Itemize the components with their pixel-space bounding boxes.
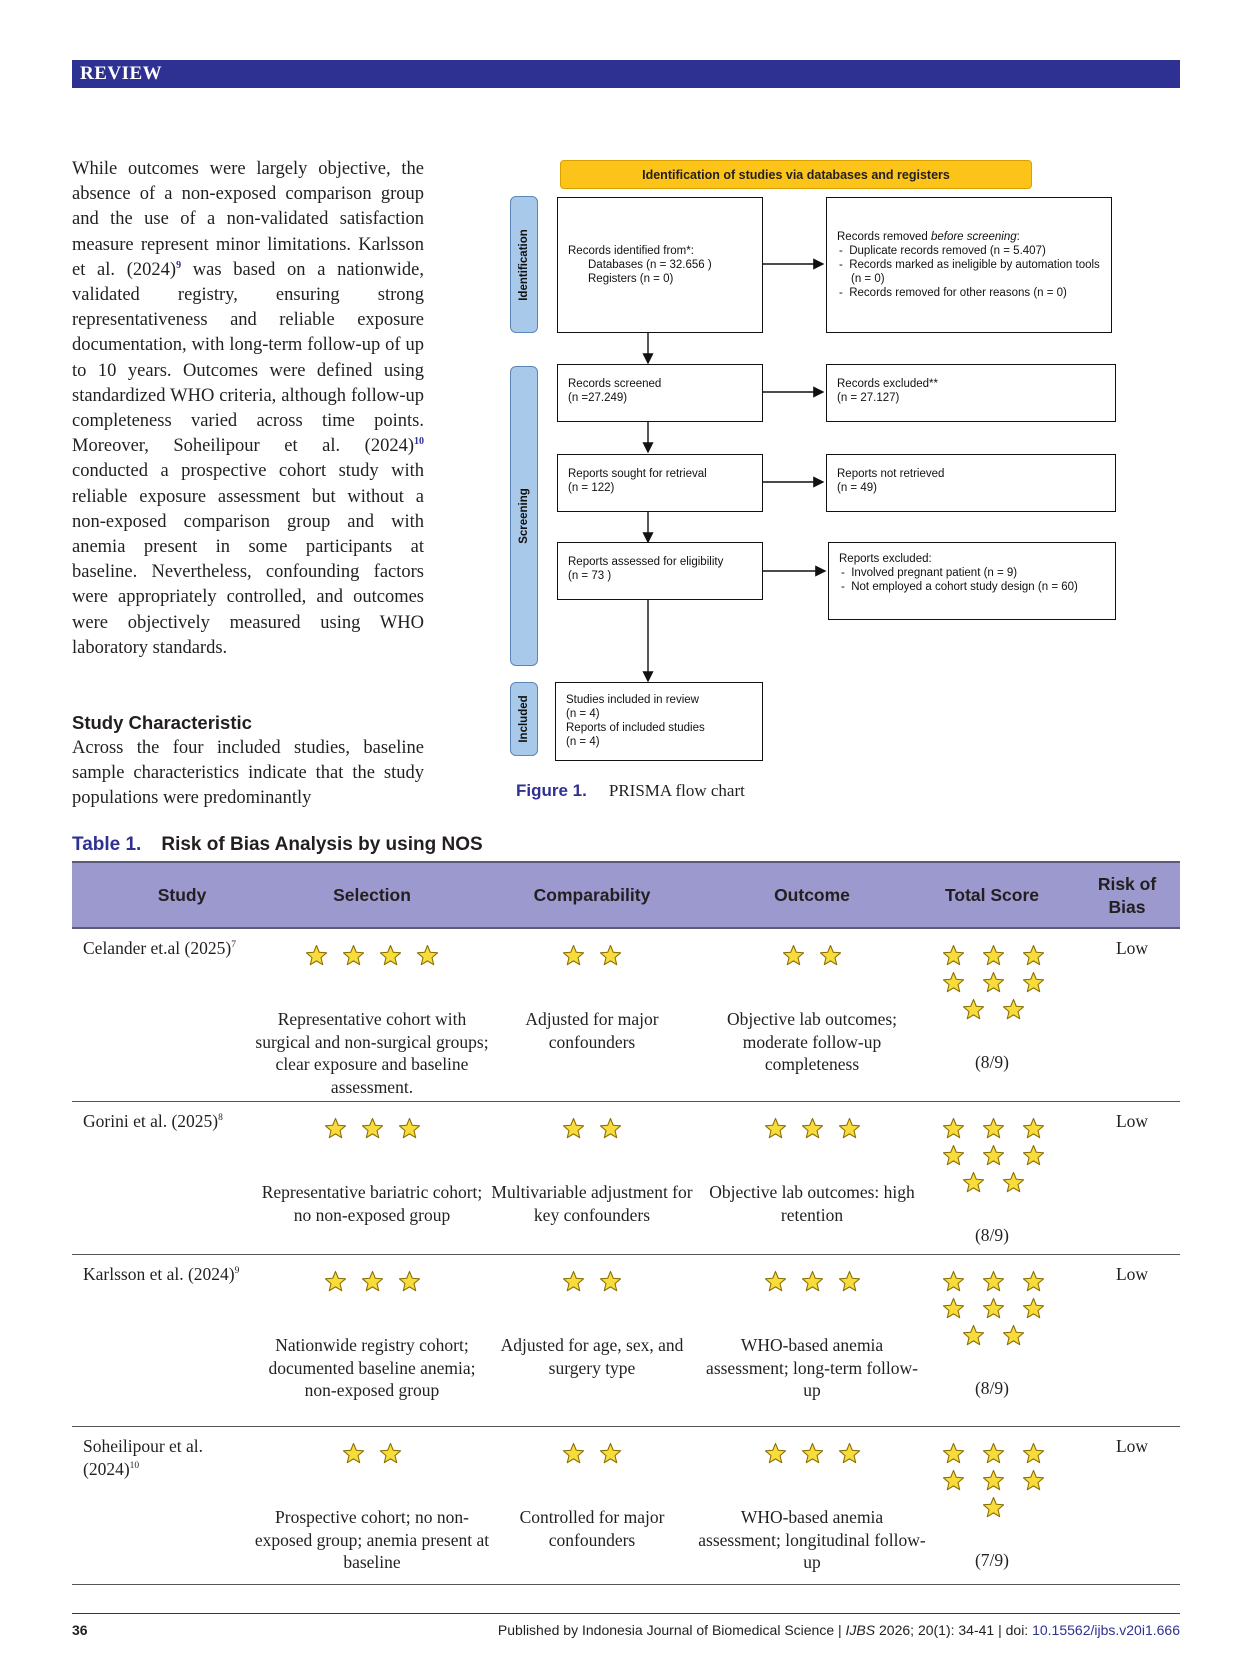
box-text: (n = 27.127) [837, 392, 900, 404]
phase-label: Included [518, 695, 530, 743]
box-studies-included [555, 682, 763, 761]
study-cell [83, 1435, 243, 1480]
section-heading: Study Characteristic [72, 712, 252, 733]
star-icon [379, 944, 402, 967]
paragraph-text: While outcomes were largely objective, the absence of a non-exposed comparison group and the use of a non-validated satisfaction measure represent minor limitations. Karlsson et al. (2024) [72, 159, 424, 280]
star-icon [1022, 1469, 1045, 1492]
box-text: Reports not retrieved [837, 468, 945, 480]
selection-stars [272, 1442, 472, 1465]
star-icon [599, 1117, 622, 1140]
publication-line [498, 1622, 1180, 1638]
box-records-screened [557, 364, 763, 422]
star-icon [1022, 1117, 1045, 1140]
phase-label: Identification [518, 228, 530, 301]
selection-stars [272, 1117, 472, 1140]
comparability-stars [492, 944, 692, 967]
citation-ref[interactable]: 9 [234, 1266, 240, 1276]
citation-text: 2026; 20(1): 34-41 | doi: [875, 1622, 1033, 1638]
box-reports-assessed [557, 542, 763, 600]
star-icon [801, 1270, 824, 1293]
star-icon [962, 1324, 985, 1347]
star-icon [942, 1297, 965, 1320]
star-icon [982, 971, 1005, 994]
outcome-description: Objective lab outcomes; moderate follow-up completeness [726, 1009, 898, 1074]
journal-name: IJBS [845, 1622, 876, 1638]
outcome-description: WHO-based anemia assessment; long-term follow-up [706, 1335, 918, 1400]
total-score-stars [931, 1442, 1055, 1519]
star-icon [982, 1496, 1005, 1519]
outcome-stars [712, 1270, 912, 1293]
table-caption [72, 834, 483, 856]
box-text: Records identified from*: [568, 245, 694, 257]
star-icon [942, 971, 965, 994]
citation-ref[interactable]: 8 [218, 1113, 223, 1123]
table-row [72, 1427, 1180, 1585]
risk-of-bias: Low [1115, 1264, 1149, 1284]
star-icon [324, 1117, 347, 1140]
header-total-score: Total Score [944, 885, 1039, 905]
header-outcome: Outcome [774, 885, 850, 905]
selection-stars [272, 944, 472, 967]
star-icon [942, 1270, 965, 1293]
star-icon [962, 998, 985, 1021]
box-text: (n = 122) [568, 482, 615, 494]
phase-label: Screening [518, 488, 530, 544]
star-icon [764, 1442, 787, 1465]
header-risk-of-bias: Risk of Bias [1097, 874, 1157, 917]
star-icon [305, 944, 328, 967]
figure-label: Figure 1. [516, 781, 587, 800]
paragraph-text: was based on a nationwide, validated registry, ensuring strong representativeness and reliable exposure documentation, with long-term follow-up of up to 10 years. Outcomes were defined using standardized WHO criteria, although follow-up completeness varied across time points. Moreover, Soheilipour et al. (2024) [72, 259, 424, 457]
citation-ref[interactable]: 10 [129, 1460, 140, 1471]
box-text: Records removed for other reasons (n = 0) [849, 287, 1067, 299]
star-icon [1022, 1270, 1045, 1293]
star-icon [562, 1270, 585, 1293]
figure-caption-text: PRISMA flow chart [608, 781, 745, 800]
box-text: Not employed a cohort study design (n = 60) [851, 581, 1078, 593]
star-icon [942, 1117, 965, 1140]
table-label: Table 1. [72, 834, 142, 855]
star-icon [982, 1117, 1005, 1140]
total-score: (8/9) [974, 1378, 1010, 1398]
publisher-text: Published by Indonesia Journal of Biomedical Science | [497, 1622, 846, 1638]
star-icon [982, 944, 1005, 967]
star-icon [1022, 944, 1045, 967]
star-icon [416, 944, 439, 967]
star-icon [562, 1442, 585, 1465]
star-icon [942, 1442, 965, 1465]
section-label: REVIEW [80, 63, 163, 84]
box-records-excluded [826, 364, 1116, 422]
outcome-description: Objective lab outcomes: high retention [709, 1182, 915, 1225]
table-row [72, 1255, 1180, 1427]
risk-of-bias: Low [1115, 938, 1149, 958]
box-text: Studies included in review [566, 694, 699, 706]
selection-description: Nationwide registry cohort; documented baseline anemia; non-exposed group [268, 1335, 476, 1400]
star-icon [1002, 998, 1025, 1021]
box-text: (n = 4) [566, 736, 600, 748]
box-text: Reports excluded: [839, 553, 932, 565]
total-score-stars [931, 1117, 1055, 1194]
box-text: : [1016, 231, 1020, 243]
comparability-stars [492, 1270, 692, 1293]
total-score: (7/9) [974, 1550, 1010, 1570]
total-score-stars [931, 944, 1055, 1021]
outcome-stars [712, 1117, 912, 1140]
outcome-description: WHO-based anemia assessment; longitudinal follow-up [698, 1507, 926, 1572]
outcome-stars [712, 944, 912, 967]
star-icon [962, 1171, 985, 1194]
selection-description: Representative cohort with surgical and non-surgical groups; clear exposure and baseline assessment. [255, 1009, 489, 1097]
page-number: 36 [72, 1622, 88, 1638]
star-icon [1002, 1171, 1025, 1194]
star-icon [398, 1117, 421, 1140]
star-icon [982, 1297, 1005, 1320]
box-text: Registers (n = 0) [588, 273, 674, 285]
selection-description: Representative bariatric cohort; no non-exposed group [261, 1182, 483, 1225]
citation-ref[interactable]: 10 [414, 436, 424, 448]
outcome-stars [712, 1442, 912, 1465]
comparability-stars [492, 1117, 692, 1140]
star-icon [361, 1117, 384, 1140]
star-icon [1002, 1324, 1025, 1347]
star-icon [398, 1270, 421, 1293]
star-icon [1022, 971, 1045, 994]
study-cell [83, 937, 243, 960]
star-icon [942, 1144, 965, 1167]
total-score: (8/9) [974, 1052, 1010, 1072]
box-text: (n =27.249) [568, 392, 628, 404]
star-icon [801, 1117, 824, 1140]
box-reports-sought [557, 454, 763, 512]
star-icon [838, 1117, 861, 1140]
star-icon [342, 944, 365, 967]
comparability-description: Controlled for major confounders [519, 1507, 665, 1550]
box-text: Records removed [837, 231, 931, 243]
study-name: Soheilipour et al. (2024) [83, 1436, 204, 1479]
total-score: (8/9) [974, 1225, 1010, 1245]
comparability-description: Multivariable adjustment for key confounders [491, 1182, 693, 1225]
star-icon [361, 1270, 384, 1293]
star-icon [1022, 1144, 1045, 1167]
footer-rule [72, 1613, 1180, 1614]
table-title: Risk of Bias Analysis by using NOS [161, 834, 483, 855]
table-row [72, 1102, 1180, 1255]
body-paragraph-2: Across the four included studies, baseline sample characteristics indicate that the study populations were predominantly [72, 738, 424, 809]
box-text: Reports sought for retrieval [568, 468, 707, 480]
star-icon [838, 1442, 861, 1465]
comparability-description: Adjusted for age, sex, and surgery type [500, 1335, 684, 1378]
star-icon [379, 1442, 402, 1465]
box-text: Records screened [568, 378, 662, 390]
study-name: Celander et.al (2025) [83, 938, 232, 958]
star-icon [599, 944, 622, 967]
figure-caption [516, 781, 745, 801]
star-icon [562, 1117, 585, 1140]
box-text: Reports of included studies [566, 722, 705, 734]
header-comparability: Comparability [533, 885, 651, 905]
box-records-removed: Records removed before screening: - Duplicate records removed (n = 5.407) - Records marked as ineligible by automation tools (n = 0) - Records removed for other reasons (n = 0) [826, 197, 1112, 333]
box-text: Records excluded** [837, 378, 939, 390]
star-icon [764, 1270, 787, 1293]
star-icon [1022, 1297, 1045, 1320]
study-cell [83, 1263, 243, 1286]
flow-banner: Identification of studies via databases and registers [560, 160, 1032, 189]
selection-stars [272, 1270, 472, 1293]
selection-description: Prospective cohort; no non-exposed group; anemia present at baseline [254, 1507, 490, 1572]
box-text: Reports assessed for eligibility [568, 556, 724, 568]
star-icon [819, 944, 842, 967]
star-icon [782, 944, 805, 967]
study-name: Karlsson et al. (2024) [83, 1264, 235, 1284]
box-text: (n = 73 ) [568, 570, 612, 582]
box-text: (n = 49) [837, 482, 877, 494]
star-icon [838, 1270, 861, 1293]
box-reports-excluded: Reports excluded: - Involved pregnant patient (n = 9) - Not employed a cohort study design (n = 60) [828, 542, 1116, 620]
star-icon [342, 1442, 365, 1465]
total-score-stars [931, 1270, 1055, 1347]
box-text: Databases (n = 32.656 ) [588, 259, 712, 271]
star-icon [982, 1442, 1005, 1465]
study-cell [83, 1110, 243, 1133]
risk-of-bias: Low [1115, 1436, 1149, 1456]
box-records-identified [557, 197, 763, 333]
star-icon [982, 1144, 1005, 1167]
star-icon [982, 1270, 1005, 1293]
star-icon [599, 1442, 622, 1465]
study-name: Gorini et al. (2025) [83, 1111, 219, 1131]
star-icon [562, 944, 585, 967]
box-text: (n = 4) [566, 708, 600, 720]
box-text: Involved pregnant patient (n = 9) [851, 567, 1018, 579]
box-text: Records marked as ineligible by automation tools (n = 0) [849, 259, 1100, 285]
risk-of-bias: Low [1115, 1111, 1149, 1131]
star-icon [599, 1270, 622, 1293]
comparability-description: Adjusted for major confounders [525, 1009, 659, 1052]
paragraph-text: conducted a prospective cohort study with reliable exposure assessment but without a non-exposed comparison group and with anemia present in some participants at baseline. Nevertheless, confounding factors were appropriately controlled, and outcomes were objectively measured using WHO laboratory standards. [72, 461, 424, 658]
star-icon [324, 1270, 347, 1293]
comparability-stars [492, 1442, 692, 1465]
star-icon [982, 1469, 1005, 1492]
star-icon [942, 1469, 965, 1492]
star-icon [942, 944, 965, 967]
header-selection: Selection [333, 885, 411, 905]
box-reports-not-retrieved [826, 454, 1116, 512]
star-icon [801, 1442, 824, 1465]
box-text: Duplicate records removed (n = 5.407) [849, 245, 1046, 257]
star-icon [1022, 1442, 1045, 1465]
box-text: before screening [930, 231, 1017, 243]
table-row [72, 929, 1180, 1102]
citation-ref[interactable]: 9 [176, 259, 182, 271]
star-icon [764, 1117, 787, 1140]
doi-link[interactable]: 10.15562/ijbs.v20i1.666 [1032, 1622, 1180, 1638]
citation-ref[interactable]: 7 [231, 940, 236, 950]
header-study: Study [157, 885, 207, 905]
table-header [72, 861, 1180, 929]
